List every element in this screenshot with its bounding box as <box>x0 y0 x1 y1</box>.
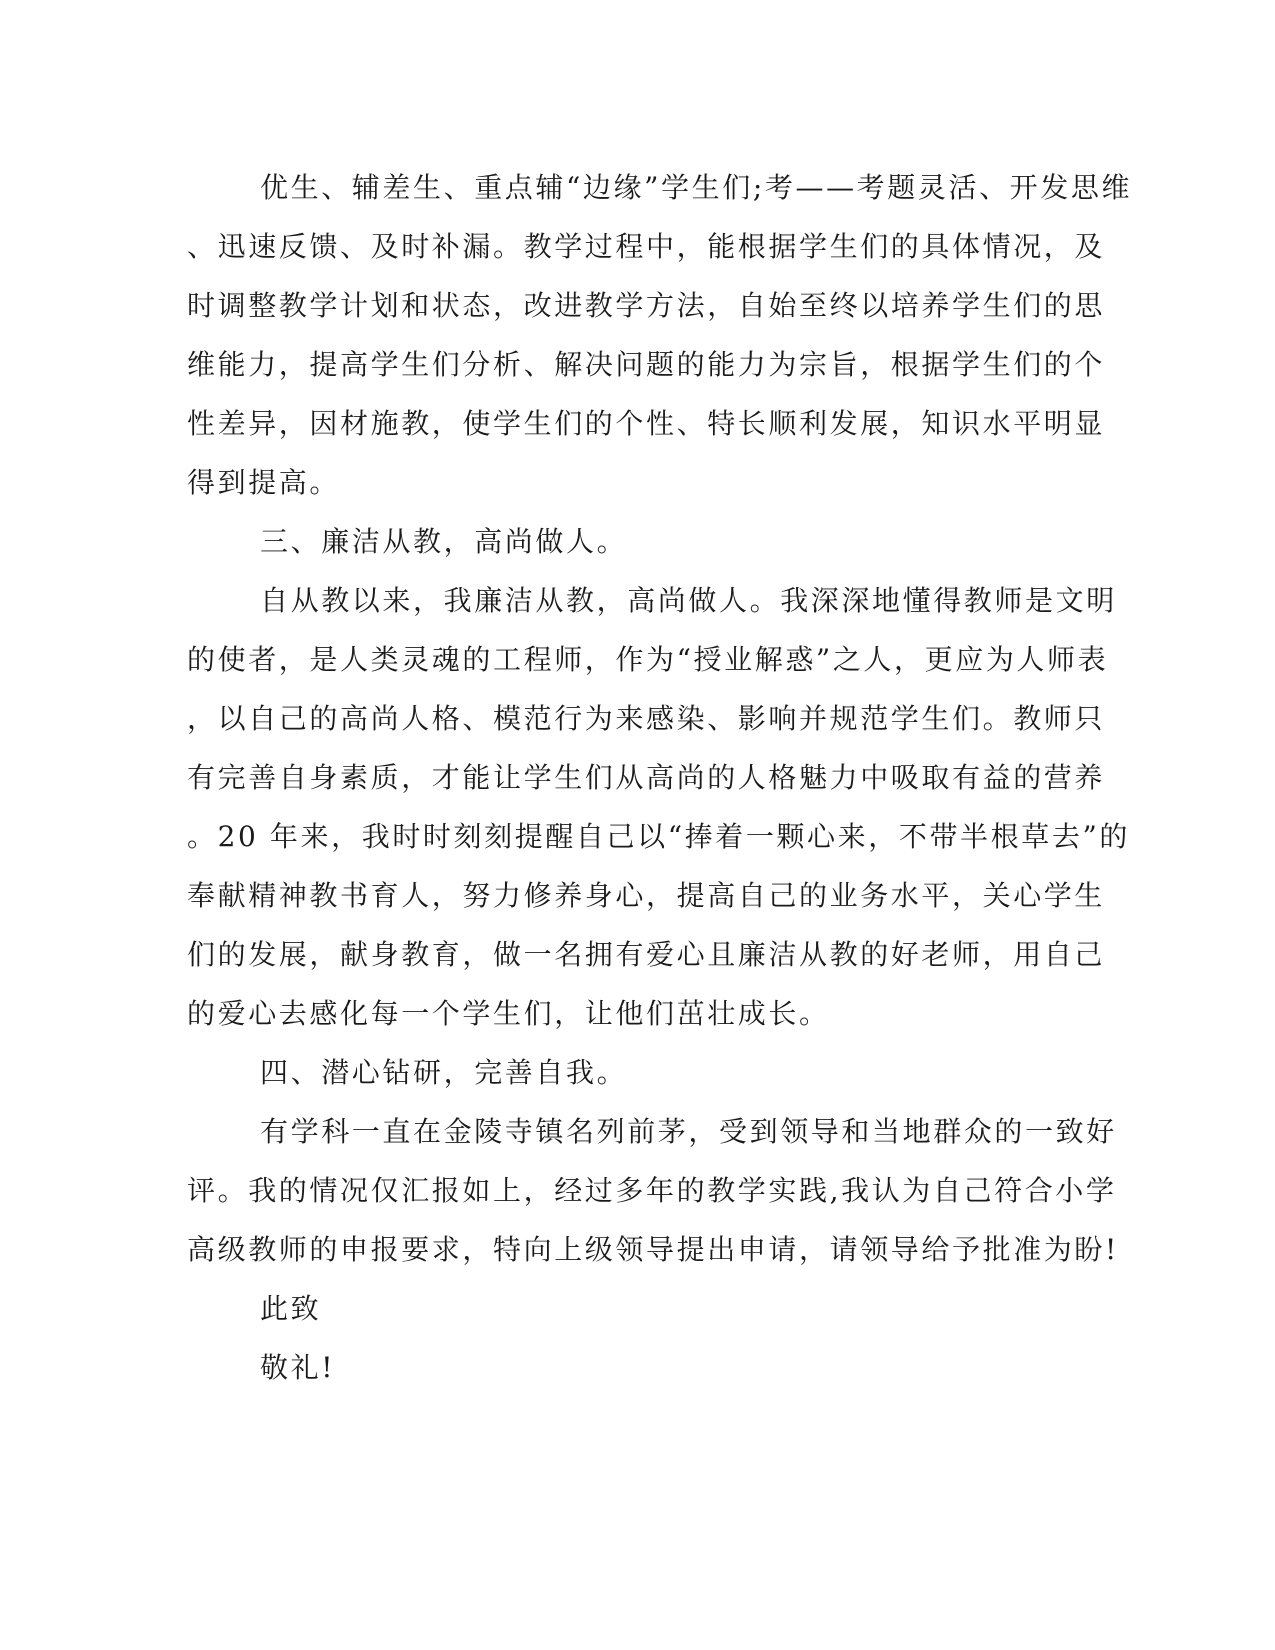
paragraph-line: 有完善自身素质，才能让学生们从高尚的人格魅力中吸取有益的营养 <box>187 761 1106 794</box>
paragraph-line: 高级教师的申报要求，特向上级领导提出申请，请领导给予批准为盼! <box>187 1233 1119 1266</box>
paragraph-line: 维能力，提高学生们分析、解决问题的能力为宗旨，根据学生们的个 <box>187 348 1106 381</box>
paragraph-line: 得到提高。 <box>187 466 341 499</box>
paragraph-line: 。20 年来，我时时刻刻提醒自己以“捧着一颗心来，不带半根草去”的 <box>187 820 1130 853</box>
paragraph-line: 、迅速反馈、及时补漏。教学过程中，能根据学生们的具体情况，及 <box>187 230 1106 263</box>
paragraph-line: 评。我的情况仅汇报如上，经过多年的教学实践,我认为自己符合小学 <box>187 1174 1117 1207</box>
section-heading: 四、潜心钻研，完善自我。 <box>260 1056 628 1089</box>
document-body <box>187 158 1133 1397</box>
section-heading: 三、廉洁从教，高尚做人。 <box>260 525 628 558</box>
paragraph-line: 的使者，是人类灵魂的工程师，作为“授业解惑”之人，更应为人师表 <box>187 643 1109 676</box>
paragraph-line: 优生、辅差生、重点辅“边缘”学生们;考——考题灵活、开发思维 <box>260 171 1133 204</box>
paragraph-line: ，以自己的高尚人格、模范行为来感染、影响并规范学生们。教师只 <box>187 702 1106 735</box>
closing-regards: 敬礼! <box>260 1351 336 1384</box>
paragraph-line: 的爱心去感化每一个学生们，让他们茁壮成长。 <box>187 997 830 1030</box>
paragraph-line: 自从教以来，我廉洁从教，高尚做人。我深深地懂得教师是文明 <box>260 584 1117 617</box>
paragraph-line: 性差异，因材施教，使学生们的个性、特长顺利发展，知识水平明显 <box>187 407 1106 440</box>
closing-salutation: 此致 <box>260 1292 322 1325</box>
paragraph-line: 时调整教学计划和状态，改进教学方法，自始至终以培养学生们的思 <box>187 289 1106 322</box>
paragraph-line: 有学科一直在金陵寺镇名列前茅，受到领导和当地群众的一致好 <box>260 1115 1117 1148</box>
paragraph-line: 们的发展，献身教育，做一名拥有爱心且廉洁从教的好老师，用自己 <box>187 938 1106 971</box>
paragraph-line: 奉献精神教书育人，努力修养身心，提高自己的业务水平，关心学生 <box>187 879 1106 912</box>
